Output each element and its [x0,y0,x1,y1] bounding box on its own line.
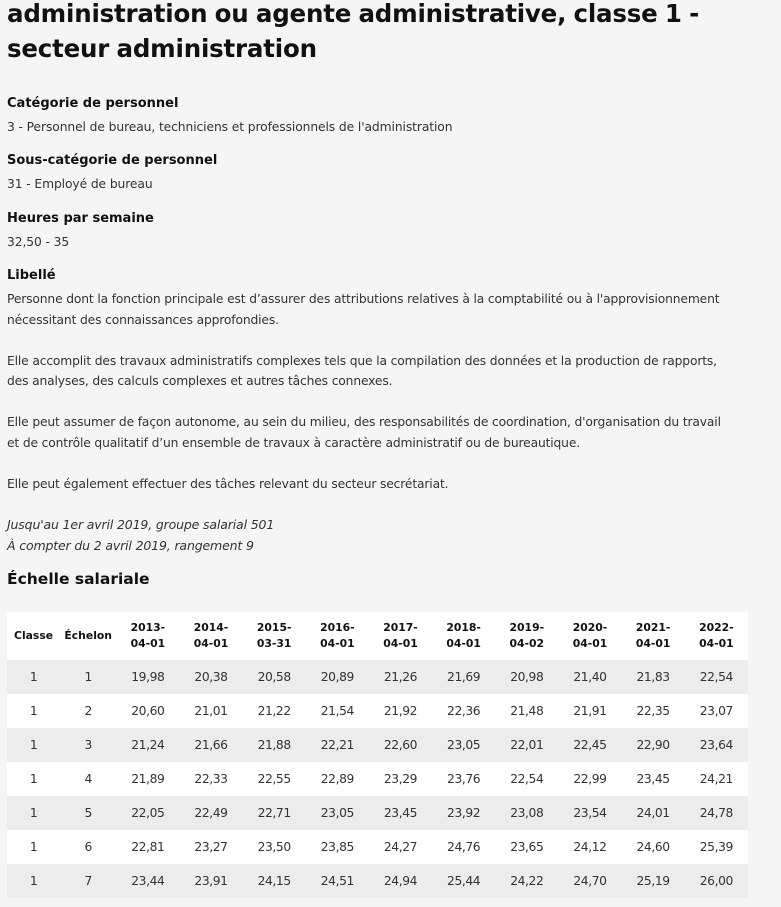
column-header-classe: Classe [14,629,54,642]
field-libelle [7,267,732,494]
table-cell: 24,60 [622,830,685,864]
page-title: administration ou agente administrative, classe 1 - secteur administration [7,0,700,63]
table-cell: 21,01 [179,694,242,728]
table-cell: 24,27 [369,830,432,864]
table-cell: 21,26 [369,660,432,694]
table-cell: 23,08 [495,796,558,830]
table-cell: 21,69 [432,660,495,694]
field-value: 3 - Personnel de bureau, techniciens et professionnels de l'administration [7,120,453,134]
salary-notes [7,515,767,556]
column-header-date: 2017- 04-01 [383,621,418,650]
table-cell: 22,21 [306,728,369,762]
table-cell: 21,88 [243,728,306,762]
table-cell: 25,44 [432,864,495,898]
table-cell: 21,66 [179,728,242,762]
table-cell: 24,51 [306,864,369,898]
table-row [7,728,748,762]
table-cell: 25,39 [685,830,748,864]
table-cell: 23,45 [622,762,685,796]
field-sous-categorie [7,152,767,193]
column-header-echelon: Échelon [64,629,112,642]
table-cell: 22,01 [495,728,558,762]
table-cell: 3 [60,728,116,762]
field-value: 31 - Employé de bureau [7,177,153,191]
table-cell: 5 [60,796,116,830]
table-cell: 23,29 [369,762,432,796]
table-cell: 23,27 [179,830,242,864]
table-cell: 22,45 [558,728,621,762]
table-cell: 20,60 [116,694,179,728]
libelle-description [7,289,732,494]
table-cell: 23,50 [243,830,306,864]
salary-scale-heading: Échelle salariale [7,570,150,588]
table-cell: 21,24 [116,728,179,762]
table-cell: 23,64 [685,728,748,762]
column-header-date: 2019- 04-02 [509,621,545,650]
table-cell: 21,40 [558,660,621,694]
table-cell: 19,98 [116,660,179,694]
table-cell: 22,99 [558,762,621,796]
table-cell: 24,76 [432,830,495,864]
table-cell: 22,49 [179,796,242,830]
table-cell: 21,89 [116,762,179,796]
table-header-row [7,612,748,660]
table-row [7,694,748,728]
table-cell: 4 [60,762,116,796]
table-cell: 22,33 [179,762,242,796]
table-cell: 24,78 [685,796,748,830]
salary-table-body [7,660,748,898]
table-cell: 22,71 [243,796,306,830]
table-cell: 1 [7,660,60,694]
table-cell: 24,22 [495,864,558,898]
table-cell: 23,45 [369,796,432,830]
table-cell: 23,92 [432,796,495,830]
table-cell: 22,90 [622,728,685,762]
table-cell: 22,35 [622,694,685,728]
table-cell: 7 [60,864,116,898]
table-cell: 23,76 [432,762,495,796]
table-row [7,830,748,864]
table-cell: 20,98 [495,660,558,694]
description-paragraph: Elle peut également effectuer des tâches relevant du secteur secrétariat. [7,476,449,491]
table-cell: 23,05 [432,728,495,762]
table-cell: 1 [7,796,60,830]
table-cell: 1 [7,830,60,864]
table-cell: 1 [7,864,60,898]
column-header-date: 2022- 04-01 [699,621,734,650]
table-cell: 22,05 [116,796,179,830]
table-row [7,796,748,830]
column-header-date: 2016- 04-01 [320,621,355,650]
column-header-date: 2013- 04-01 [130,621,166,650]
table-row [7,762,748,796]
table-cell: 24,15 [243,864,306,898]
field-heures [7,210,767,251]
table-cell: 22,55 [243,762,306,796]
table-cell: 24,70 [558,864,621,898]
table-cell: 20,89 [306,660,369,694]
table-cell: 23,44 [116,864,179,898]
table-cell: 6 [60,830,116,864]
table-cell: 24,12 [558,830,621,864]
table-cell: 1 [7,762,60,796]
table-cell: 21,54 [306,694,369,728]
column-header-date: 2020- 04-01 [572,621,608,650]
table-cell: 1 [60,660,116,694]
table-cell: 24,01 [622,796,685,830]
table-cell: 24,21 [685,762,748,796]
table-cell: 23,05 [306,796,369,830]
field-label: Catégorie de personnel [7,96,179,111]
table-cell: 25,19 [622,864,685,898]
column-header-date: 2021- 04-01 [635,621,671,650]
table-row [7,864,748,898]
field-label: Libellé [7,268,56,283]
table-cell: 21,92 [369,694,432,728]
note-line: Jusqu'au 1er avril 2019, groupe salarial 501 [7,517,275,532]
column-header-date: 2015- 03-31 [256,621,292,650]
table-row [7,660,748,694]
table-cell: 22,81 [116,830,179,864]
table-cell: 23,85 [306,830,369,864]
description-paragraph: Personne dont la fonction principale est d’assurer des attributions relatives à la comptabilité ou à l'approvisionnement nécessitant des connaissances approfondies. [7,292,720,327]
table-cell: 22,60 [369,728,432,762]
salary-table [7,612,748,898]
table-cell: 22,54 [685,660,748,694]
table-cell: 2 [60,694,116,728]
note-line: À compter du 2 avril 2019, rangement 9 [7,537,254,553]
table-cell: 22,36 [432,694,495,728]
table-cell: 23,91 [179,864,242,898]
table-cell: 20,38 [179,660,242,694]
table-cell: 23,65 [495,830,558,864]
table-cell: 22,89 [306,762,369,796]
table-cell: 21,22 [243,694,306,728]
table-cell: 23,07 [685,694,748,728]
field-categorie [7,95,767,136]
table-cell: 21,91 [558,694,621,728]
table-cell: 24,94 [369,864,432,898]
table-cell: 21,83 [622,660,685,694]
description-paragraph: Elle peut assumer de façon autonome, au sein du milieu, des responsabilités de coordination, d'organisation du travail et de contrôle qualitatif d’un ensemble de travaux à caractère administratif ou de bureautique. [7,415,721,450]
field-label: Heures par semaine [7,211,154,226]
field-value: 32,50 - 35 [7,235,70,249]
column-header-date: 2014- 04-01 [193,621,229,650]
table-cell: 21,48 [495,694,558,728]
table-cell: 1 [7,694,60,728]
table-cell: 20,58 [243,660,306,694]
table-cell: 23,54 [558,796,621,830]
table-cell: 1 [7,728,60,762]
table-cell: 22,54 [495,762,558,796]
column-header-date: 2018- 04-01 [446,621,481,650]
field-label: Sous-catégorie de personnel [7,153,218,168]
table-cell: 26,00 [685,864,748,898]
description-paragraph: Elle accomplit des travaux administratifs complexes tels que la compilation des données et la production de rapports, des analyses, des calculs complexes et autres tâches connexes. [7,353,717,388]
